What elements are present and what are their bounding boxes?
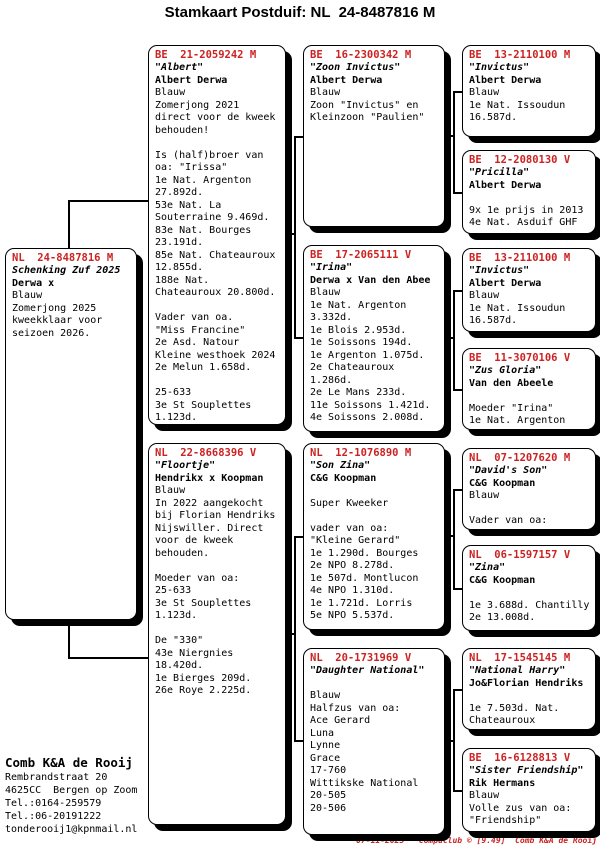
pedigree-line: Blauw bbox=[155, 87, 186, 98]
pedigree-line: Chateauroux 20.800d. bbox=[155, 287, 276, 298]
pedigree-line: 20-505 bbox=[310, 790, 347, 801]
pedigree-line: "Kleine Gerard" bbox=[310, 535, 401, 546]
pedigree-line: Albert Derwa bbox=[469, 179, 542, 191]
connector-line bbox=[453, 689, 462, 691]
pedigree-box-ggp6 bbox=[462, 545, 596, 631]
pedigree-line: "Sister Friendship" bbox=[469, 765, 584, 776]
pedigree-line: Kleine westhoek 2024 bbox=[155, 349, 276, 361]
pedigree-line: 1.123d. bbox=[155, 610, 198, 621]
pedigree-line: 188e Nat. bbox=[155, 274, 210, 286]
pedigree-line: 3e St Souplettes bbox=[155, 399, 252, 411]
pedigree-line: 1e 7.503d. Nat. bbox=[469, 702, 560, 714]
pedigree-line: "Zina" bbox=[469, 562, 506, 573]
connector-line bbox=[68, 200, 70, 249]
pedigree-line: 83e Nat. Bourges bbox=[155, 224, 252, 236]
connector-line bbox=[294, 740, 303, 742]
ring-number: NL 17-1545145 M bbox=[469, 652, 571, 664]
pedigree-line: 1e Nat. Argenton bbox=[469, 415, 566, 426]
connector-line bbox=[294, 136, 303, 138]
pedigree-line bbox=[310, 678, 441, 691]
pedigree-line: Is (half)broer van bbox=[155, 149, 264, 161]
pedigree-box-subject bbox=[5, 248, 137, 620]
address-line: Rembrandstraat 20 bbox=[5, 772, 108, 783]
ring-number: BE 13-2110100 M bbox=[469, 49, 571, 61]
pedigree-line: 26e Roye 2.225d. bbox=[155, 685, 252, 696]
ring-number: NL 07-1207620 M bbox=[469, 452, 571, 464]
pedigree-line: 85e Nat. Chateauroux bbox=[155, 249, 276, 261]
pedigree-line: 25-633 bbox=[155, 585, 192, 596]
ring-number: BE 21-2059242 M bbox=[155, 49, 257, 61]
pedigree-line: behouden. bbox=[155, 547, 210, 559]
pedigree-line: Derwa x Van den Abee bbox=[310, 274, 431, 286]
pedigree-line: 1e Nat. Issoudun bbox=[469, 302, 566, 314]
pedigree-box-ggp5 bbox=[462, 448, 596, 530]
ring-number: BE 12-2080130 V bbox=[469, 154, 571, 166]
pedigree-line: Blauw bbox=[12, 290, 43, 301]
ring-number: NL 06-1597157 V bbox=[469, 549, 571, 561]
pedigree-line: oa: "Irissa" bbox=[155, 162, 228, 173]
pedigree-line: C&G Koopman bbox=[469, 477, 536, 489]
connector-line bbox=[294, 536, 303, 538]
pedigree-line: 1e Nat. Argenton bbox=[310, 299, 407, 311]
pedigree-box-gp2 bbox=[303, 245, 445, 432]
pedigree-line: Jo&Florian Hendriks bbox=[469, 677, 584, 689]
pedigree-line: Blauw bbox=[155, 485, 186, 496]
pedigree-line: Blauw bbox=[469, 87, 500, 98]
pedigree-line: Vader van oa: bbox=[469, 515, 548, 526]
pedigree-box-ggp7 bbox=[462, 648, 596, 730]
print-info-spacer2 bbox=[505, 836, 515, 845]
pedigree-line: De "330" bbox=[155, 635, 204, 646]
connector-line bbox=[68, 618, 70, 658]
pedigree-line: "David's Son" bbox=[469, 465, 548, 476]
pedigree-line bbox=[155, 300, 282, 313]
pedigree-box-ggp1 bbox=[462, 45, 596, 137]
ring-number: BE 16-2300342 M bbox=[310, 49, 412, 61]
pedigree-line: 43e Niergnies bbox=[155, 647, 234, 659]
pedigree-line: Ace Gerard bbox=[310, 715, 371, 726]
connector-line bbox=[453, 790, 462, 792]
pedigree-box-gp1 bbox=[303, 45, 445, 227]
pedigree-line: "Daughter National" bbox=[310, 665, 425, 676]
pedigree-line: Blauw bbox=[310, 87, 341, 98]
pedigree-line: In 2022 aangekocht bbox=[155, 497, 264, 509]
connector-line bbox=[68, 200, 148, 202]
pedigree-line: 17-760 bbox=[310, 765, 347, 776]
pedigree-line bbox=[469, 192, 592, 205]
pedigree-line: 23.191d. bbox=[155, 237, 204, 248]
pedigree-line bbox=[469, 587, 592, 600]
pedigree-line: "Miss Francine" bbox=[155, 324, 246, 336]
connector-line bbox=[453, 489, 462, 491]
pedigree-line: bij Florian Hendriks bbox=[155, 510, 276, 521]
pedigree-box-dam bbox=[148, 443, 286, 825]
connector-line bbox=[453, 192, 462, 194]
pedigree-line: "Son Zina" bbox=[310, 460, 371, 471]
pedigree-line: Zomerjong 2021 bbox=[155, 99, 240, 111]
ring-number: BE 13-2110100 M bbox=[469, 252, 571, 264]
connector-line bbox=[453, 689, 455, 791]
pedigree-line: 20-506 bbox=[310, 802, 347, 814]
pedigree-line: Blauw bbox=[469, 790, 500, 801]
pedigree-line bbox=[469, 503, 592, 516]
address-line: 4625CC Bergen op Zoom bbox=[5, 785, 138, 796]
pedigree-line: C&G Koopman bbox=[469, 574, 536, 586]
pedigree-line: "Invictus" bbox=[469, 62, 530, 73]
pedigree-line: Blauw bbox=[469, 490, 500, 501]
pedigree-line: Blauw bbox=[469, 290, 500, 301]
pedigree-box-sire bbox=[148, 45, 286, 425]
ring-number: NL 24-8487816 M bbox=[12, 252, 114, 264]
pedigree-line: vader van oa: bbox=[310, 522, 389, 534]
print-info bbox=[356, 836, 597, 845]
pedigree-line: 1e Blois 2.953d. bbox=[310, 324, 407, 336]
pedigree-line: 2e Le Mans 233d. bbox=[310, 387, 407, 398]
pedigree-line bbox=[310, 510, 441, 523]
owner-name: Comb K&A de Rooij bbox=[5, 755, 133, 770]
connector-line bbox=[453, 588, 462, 590]
address-line: Tel.:06-20191222 bbox=[5, 811, 102, 822]
pedigree-line: Albert Derwa bbox=[310, 74, 383, 86]
pedigree-line: "Pricilla" bbox=[469, 167, 530, 178]
pedigree-line: Albert Derwa bbox=[469, 277, 542, 289]
ring-number: NL 20-1731969 V bbox=[310, 652, 412, 664]
pedigree-box-ggp2 bbox=[462, 150, 596, 234]
connector-line bbox=[294, 536, 296, 741]
pedigree-line: kweekklaar voor bbox=[12, 315, 103, 326]
pedigree-line: 27.892d. bbox=[155, 187, 204, 198]
pedigree-line: 1e 1.290d. Bourges bbox=[310, 547, 419, 559]
pedigree-line bbox=[469, 390, 592, 403]
pedigree-line: 25-633 bbox=[155, 387, 192, 398]
pedigree-line: Hendrikx x Koopman bbox=[155, 472, 264, 484]
pedigree-line: 12.855d. bbox=[155, 262, 204, 273]
pedigree-line: Souterraine 9.469d. bbox=[155, 212, 270, 223]
owner-block bbox=[5, 755, 137, 836]
pedigree-line: Nijswiller. Direct bbox=[155, 522, 264, 534]
pedigree-line: Chateauroux bbox=[469, 715, 536, 726]
print-owner: Comb K&A de Rooij bbox=[515, 836, 597, 845]
ring-number: BE 16-6128813 V bbox=[469, 752, 571, 764]
pedigree-line: 1e 3.688d. Chantilly bbox=[469, 599, 590, 611]
connector-line bbox=[453, 290, 462, 292]
pedigree-line: Rik Hermans bbox=[469, 777, 536, 789]
connector-line bbox=[453, 489, 455, 589]
pedigree-line: Albert Derwa bbox=[469, 74, 542, 86]
pedigree-line: voor de kweek bbox=[155, 535, 234, 546]
pedigree-line: 11e Soissons 1.421d. bbox=[310, 399, 431, 411]
pedigree-line: 2e Chateauroux bbox=[310, 362, 395, 373]
ring-number: NL 12-1076890 M bbox=[310, 447, 412, 459]
connector-line bbox=[453, 91, 455, 193]
pedigree-line: Luna bbox=[310, 727, 335, 739]
pedigree-box-ggp3 bbox=[462, 248, 596, 332]
pedigree-line: Van den Abeele bbox=[469, 377, 554, 389]
pedigree-line: "Albert" bbox=[155, 62, 204, 73]
print-date: 07-11-2025 bbox=[356, 836, 405, 845]
pedigree-line: Schenking Zuf 2025 bbox=[12, 265, 121, 276]
pedigree-line: 53e Nat. La bbox=[155, 199, 222, 211]
pedigree-line: 9x 1e prijs in 2013 bbox=[469, 204, 584, 216]
pedigree-line: Vader van oa. bbox=[155, 312, 234, 323]
pedigree-line: direct voor de kweek bbox=[155, 112, 276, 123]
pedigree-line: 3.332d. bbox=[310, 312, 353, 323]
pedigree-line: "Zoon Invictus" bbox=[310, 62, 401, 73]
pedigree-line: Zomerjong 2025 bbox=[12, 302, 97, 314]
pedigree-line: Super Kweeker bbox=[310, 497, 389, 509]
connector-line bbox=[68, 657, 148, 659]
pedigree-line: 1e Argenton 1.075d. bbox=[310, 349, 425, 361]
pedigree-line: "National Harry" bbox=[469, 665, 566, 676]
connector-line bbox=[453, 91, 462, 93]
pedigree-line: C&G Koopman bbox=[310, 472, 377, 484]
pedigree-line: Volle zus van oa: bbox=[469, 802, 572, 814]
pedigree-line: Blauw bbox=[310, 287, 341, 298]
pedigree-line: 1e Soissons 194d. bbox=[310, 337, 413, 348]
ring-number: NL 22-8668396 V bbox=[155, 447, 257, 459]
pedigree-line: 4e Nat. Asduif GHF bbox=[469, 217, 578, 228]
address-line: tonderooij1@kpnmail.nl bbox=[5, 824, 138, 835]
pedigree-line: 3e St Souplettes bbox=[155, 597, 252, 609]
pedigree-line: Lynne bbox=[310, 740, 341, 751]
pedigree-line: 4e Soissons 2.008d. bbox=[310, 412, 425, 423]
pedigree-line: 16.587d. bbox=[469, 315, 518, 326]
pedigree-line: Kleinzoon "Paulien" bbox=[310, 112, 425, 123]
pedigree-line: 2e Asd. Natour bbox=[155, 337, 240, 348]
pedigree-line: 5e NPO 5.537d. bbox=[310, 610, 395, 621]
page-title: Stamkaart Postduif: NL 24-8487816 M bbox=[164, 4, 436, 21]
pedigree-line: 4e NPO 1.310d. bbox=[310, 585, 395, 596]
pedigree-line: 16.587d. bbox=[469, 112, 518, 123]
pedigree-line: 1e Nat. Issoudun bbox=[469, 99, 566, 111]
pedigree-line bbox=[155, 137, 282, 150]
pedigree-line: 1e 1.721d. Lorris bbox=[310, 597, 413, 609]
pedigree-line: Moeder "Irina" bbox=[469, 402, 554, 414]
pedigree-line: Derwa x bbox=[12, 277, 55, 289]
print-info-spacer1 bbox=[404, 836, 418, 845]
pedigree-line: 1e 507d. Montlucon bbox=[310, 572, 419, 584]
pedigree-line: 18.420d. bbox=[155, 660, 204, 671]
pedigree-line bbox=[155, 623, 282, 636]
pedigree-line: "Zus Gloria" bbox=[469, 365, 542, 376]
pedigree-line: Blauw bbox=[310, 690, 341, 701]
ring-number: BE 11-3070106 V bbox=[469, 352, 571, 364]
pedigree-box-ggp8 bbox=[462, 748, 596, 832]
pedigree-line: 1e Nat. Argenton bbox=[155, 174, 252, 186]
owner-address bbox=[5, 771, 137, 836]
pedigree-line: "Friendship" bbox=[469, 815, 542, 826]
pedigree-line: "Floortje" bbox=[155, 460, 216, 471]
pedigree-line: 1.286d. bbox=[310, 374, 353, 386]
connector-line bbox=[294, 337, 303, 339]
pedigree-line: "Irina" bbox=[310, 262, 353, 273]
pedigree-line bbox=[155, 560, 282, 573]
program-version: Compuclub © [9.49] bbox=[418, 836, 506, 845]
ring-number: BE 17-2065111 V bbox=[310, 249, 412, 261]
address-line: Tel.:0164-259579 bbox=[5, 798, 102, 809]
connector-line bbox=[294, 136, 296, 338]
pedigree-box-gp4 bbox=[303, 648, 445, 835]
pedigree-line: "Invictus" bbox=[469, 265, 530, 276]
pedigree-line: Grace bbox=[310, 752, 341, 764]
pedigree-line: seizoen 2026. bbox=[12, 327, 91, 339]
pedigree-line: 2e Melun 1.658d. bbox=[155, 362, 252, 373]
pedigree-box-ggp4 bbox=[462, 348, 596, 430]
pedigree-line: Halfzus van oa: bbox=[310, 702, 401, 714]
pedigree-line: 2e 13.008d. bbox=[469, 612, 536, 623]
pedigree-line: behouden! bbox=[155, 124, 210, 136]
pedigree-line: 2e NPO 8.278d. bbox=[310, 560, 395, 571]
pedigree-line bbox=[310, 485, 441, 498]
pedigree-line: 1.123d. bbox=[155, 412, 198, 423]
pedigree-line bbox=[469, 690, 592, 703]
pedigree-box-gp3 bbox=[303, 443, 445, 630]
pedigree-line: Wittikske National bbox=[310, 777, 419, 789]
pedigree-line bbox=[155, 375, 282, 388]
pedigree-line: Moeder van oa: bbox=[155, 572, 240, 584]
pedigree-line: 1e Bierges 209d. bbox=[155, 672, 252, 684]
pedigree-line: Zoon "Invictus" en bbox=[310, 99, 419, 111]
pedigree-line: Albert Derwa bbox=[155, 74, 228, 86]
connector-line bbox=[453, 290, 455, 390]
connector-line bbox=[453, 389, 462, 391]
